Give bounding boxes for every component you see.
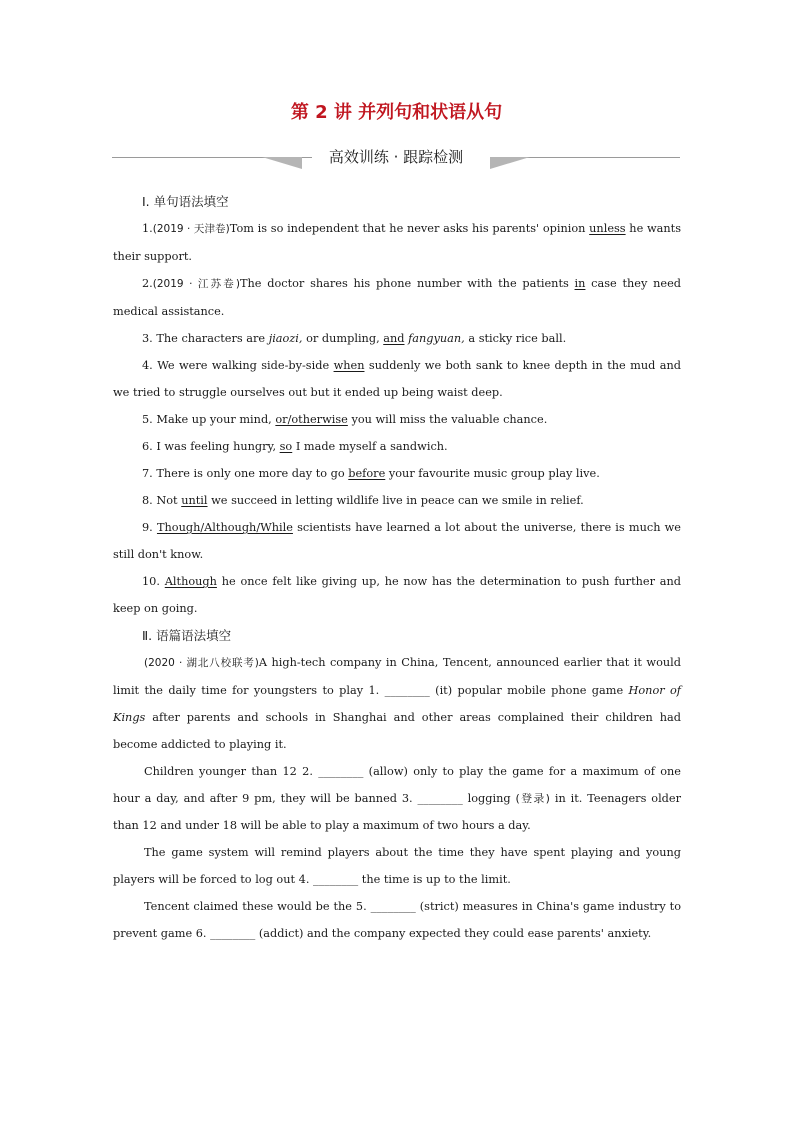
game-title: Honor of Kings <box>113 684 681 724</box>
item-text-after: I made myself a sandwich. <box>292 440 448 453</box>
item-source: (2019 · 江苏卷) <box>152 278 240 290</box>
item-number: 1. <box>142 222 153 235</box>
item-answer: or/otherwise <box>275 413 348 426</box>
section1-heading: Ⅰ. 单句语法填空 <box>142 194 229 209</box>
page-title: 第 2 讲 并列句和状语从句 <box>290 102 503 123</box>
passage-text: Children younger than 12 2. ________ (allow) only to play the game for a maximum of one hour a day, and after 9 pm, they will be banned 3. ________ logging <box>113 765 681 805</box>
section2-heading: Ⅱ. 语篇语法填空 <box>142 628 232 643</box>
item-text-after: your favourite music group play live. <box>385 467 600 480</box>
exercise-item-5 <box>113 406 681 433</box>
item-text-before: Make up your mind, <box>156 413 276 426</box>
item-number: 4. <box>142 359 153 372</box>
exercise-item-8 <box>113 487 681 514</box>
passage-paragraph-2 <box>113 758 681 839</box>
section-banner <box>112 146 680 172</box>
item-text-after: we succeed in letting wildlife live in peace can we smile in relief. <box>207 494 584 507</box>
item-number: 2. <box>142 277 153 290</box>
item-number: 3. <box>142 332 153 345</box>
item-text-after: he once felt like giving up, he now has the determination to push further and keep on going. <box>113 575 682 615</box>
passage-source: (2020 · 湖北八校联考) <box>144 657 259 669</box>
item-text-before: We were walking side-by-side <box>157 359 334 372</box>
item-text-mid: or dumpling, <box>302 332 384 345</box>
item-number: 7. <box>142 467 153 480</box>
exercise-item-6 <box>113 433 681 460</box>
item-number: 5. <box>142 413 153 426</box>
item-answer: Though/Although/While <box>156 521 293 534</box>
exercise-item-2 <box>113 270 681 325</box>
item-source: (2019 · 天津卷) <box>152 223 230 235</box>
item-number: 8. <box>142 494 153 507</box>
item-text-after: a sticky rice ball. <box>464 332 567 345</box>
passage-text: in it. Teenagers older than 12 and under 18 will be able to play a maximum of two hours a day. <box>113 792 681 832</box>
exercise-item-7 <box>113 460 681 487</box>
item-text-after: he wants their support. <box>113 222 681 263</box>
item-answer: before <box>348 467 386 480</box>
exercise-item-1 <box>113 215 681 270</box>
item-answer: so <box>279 440 293 453</box>
item-text-before: I was feeling hungry, <box>156 440 280 453</box>
chinese-gloss: (登录) <box>515 792 550 805</box>
banner-label-wrap <box>112 146 680 167</box>
item-italic-word: fangyuan, <box>408 332 465 345</box>
exercise-item-3 <box>113 325 681 352</box>
item-text-before: Not <box>156 494 182 507</box>
item-text-before: Tom is so independent that he never asks his parents' opinion <box>229 222 590 235</box>
item-number: 10. <box>142 575 160 588</box>
item-text-after: scientists have learned a lot about the universe, there is much we still don't know. <box>113 521 681 561</box>
exercise-content <box>113 188 681 947</box>
banner-label: 高效训练 · 跟踪检测 <box>319 148 473 166</box>
item-text-after: you will miss the valuable chance. <box>347 413 548 426</box>
item-answer: when <box>333 359 365 372</box>
item-answer: and <box>383 332 405 345</box>
passage-paragraph-4: Tencent claimed these would be the 5. ________ (strict) measures in China's game industry to prevent game 6. ________ (addict) and the company expected they could ease parents' anxiety. <box>113 900 681 940</box>
item-number: 6. <box>142 440 153 453</box>
item-answer: until <box>181 494 208 507</box>
passage-text: A high-tech company in China, Tencent, announced earlier that it would limit the daily time for youngsters to play 1. ________ (it) popular mobile phone game <box>113 656 681 697</box>
passage-paragraph-3: The game system will remind players about the time they have spent playing and young players will be forced to log out 4. ________ the time is up to the limit. <box>113 846 681 886</box>
item-text-after: case they need medical assistance. <box>113 277 681 318</box>
item-text-before: The characters are <box>156 332 269 345</box>
item-answer: Although <box>164 575 217 588</box>
exercise-item-4 <box>113 352 681 406</box>
item-text-before: There is only one more day to go <box>156 467 349 480</box>
item-italic-word: jiaozi, <box>268 332 303 345</box>
item-text-after: suddenly we both sank to knee depth in the mud and we tried to struggle ourselves out but it ended up being waist deep. <box>113 359 682 399</box>
exercise-item-9 <box>113 514 681 568</box>
exercise-item-10 <box>113 568 681 622</box>
passage-text: after parents and schools in Shanghai and other areas complained their children had become addicted to playing it. <box>113 711 681 751</box>
passage-paragraph-1 <box>113 649 681 758</box>
item-answer: in <box>574 277 586 290</box>
item-number: 9. <box>142 521 153 534</box>
item-answer: unless <box>589 222 626 235</box>
item-text-before: The doctor shares his phone number with the patients <box>239 277 575 290</box>
